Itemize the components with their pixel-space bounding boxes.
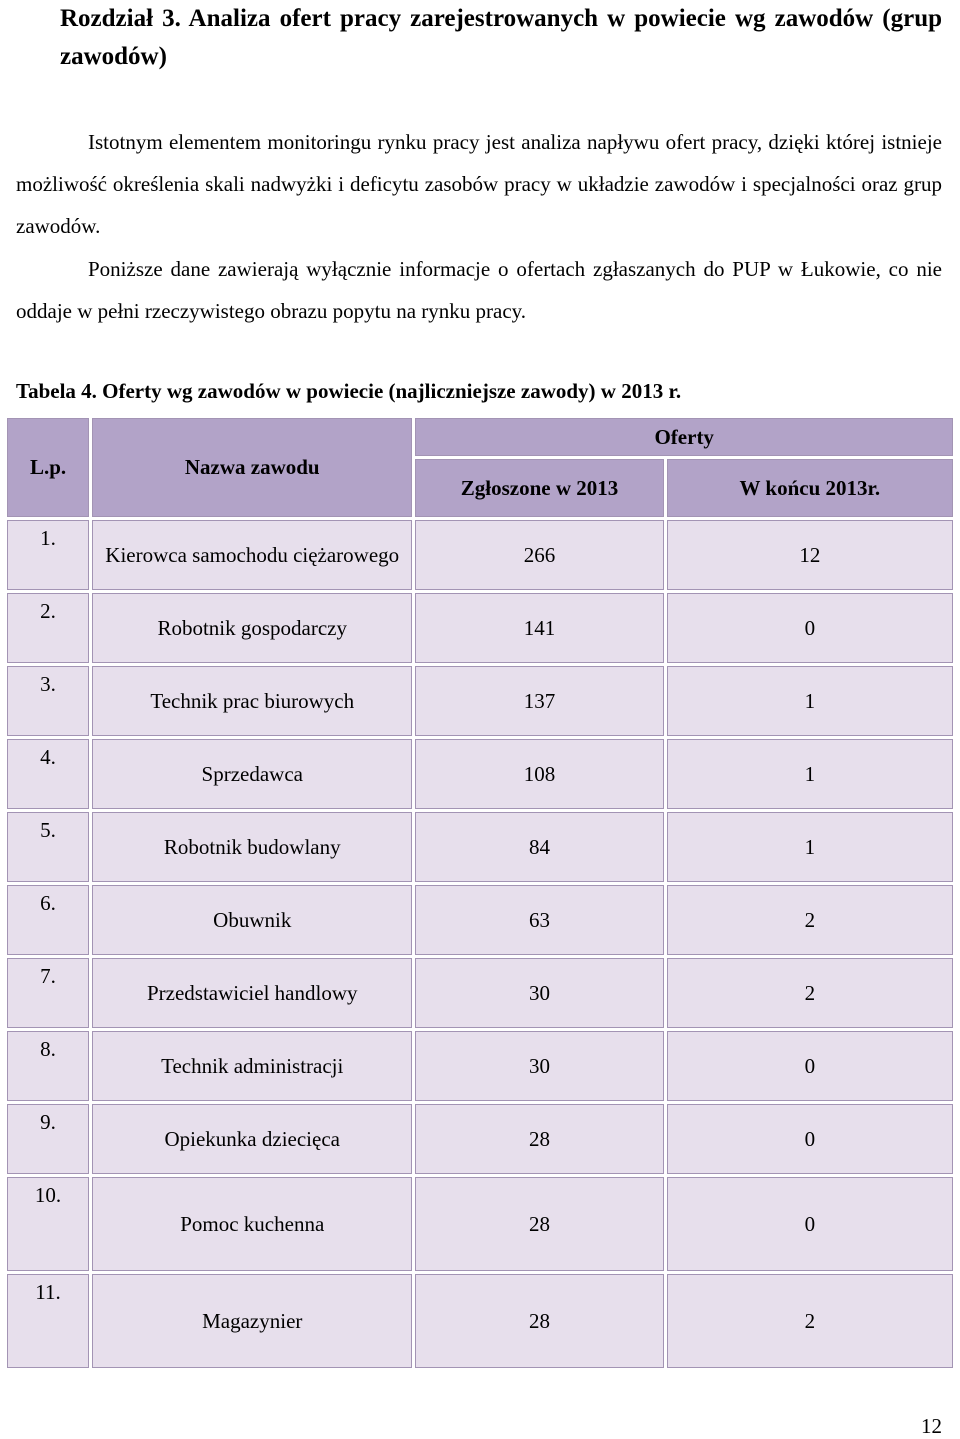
table-header-row bbox=[7, 418, 953, 456]
table-row bbox=[7, 885, 953, 955]
row-end-of-year: 1 bbox=[667, 812, 953, 882]
row-name: Robotnik budowlany bbox=[92, 812, 412, 882]
row-lp: 3. bbox=[7, 666, 89, 736]
table-row bbox=[7, 812, 953, 882]
header-lp: L.p. bbox=[7, 418, 89, 517]
row-lp: 2. bbox=[7, 593, 89, 663]
row-end-of-year: 2 bbox=[667, 1274, 953, 1368]
offers-table bbox=[4, 415, 956, 1371]
chapter-heading: Rozdział 3. Analiza ofert pracy zarejestrowanych w powiecie wg zawodów (grup zawodów) bbox=[60, 5, 942, 70]
row-end-of-year: 12 bbox=[667, 520, 953, 590]
row-name: Magazynier bbox=[92, 1274, 412, 1368]
row-submitted: 63 bbox=[415, 885, 663, 955]
table-row bbox=[7, 1274, 953, 1368]
row-submitted: 28 bbox=[415, 1274, 663, 1368]
header-submitted: Zgłoszone w 2013 bbox=[415, 459, 663, 517]
row-end-of-year: 2 bbox=[667, 958, 953, 1028]
table-row bbox=[7, 1177, 953, 1271]
row-lp: 10. bbox=[7, 1177, 89, 1271]
row-name: Technik administracji bbox=[92, 1031, 412, 1101]
table-caption: Tabela 4. Oferty wg zawodów w powiecie (najliczniejsze zawody) w 2013 r. bbox=[16, 379, 682, 403]
table-row bbox=[7, 593, 953, 663]
row-name: Opiekunka dziecięca bbox=[92, 1104, 412, 1174]
row-end-of-year: 1 bbox=[667, 666, 953, 736]
row-lp: 5. bbox=[7, 812, 89, 882]
row-submitted: 30 bbox=[415, 1031, 663, 1101]
row-lp: 6. bbox=[7, 885, 89, 955]
page-number: 12 bbox=[921, 1414, 942, 1438]
note-paragraph: Poniższe dane zawierają wyłącznie informacje o ofertach zgłaszanych do PUP w Łukowie, co nie oddaje w pełni rzeczywistego obrazu popytu na rynku pracy. bbox=[16, 257, 942, 323]
row-name: Sprzedawca bbox=[92, 739, 412, 809]
row-end-of-year: 0 bbox=[667, 1031, 953, 1101]
table-row bbox=[7, 1031, 953, 1101]
row-lp: 9. bbox=[7, 1104, 89, 1174]
row-submitted: 137 bbox=[415, 666, 663, 736]
header-end-of-year: W końcu 2013r. bbox=[667, 459, 953, 517]
row-submitted: 141 bbox=[415, 593, 663, 663]
table-row bbox=[7, 666, 953, 736]
row-end-of-year: 0 bbox=[667, 1104, 953, 1174]
table-row bbox=[7, 958, 953, 1028]
row-submitted: 30 bbox=[415, 958, 663, 1028]
table-row bbox=[7, 520, 953, 590]
offers-table-container bbox=[4, 415, 956, 1371]
row-submitted: 266 bbox=[415, 520, 663, 590]
table-row bbox=[7, 1104, 953, 1174]
row-submitted: 84 bbox=[415, 812, 663, 882]
row-submitted: 28 bbox=[415, 1177, 663, 1271]
row-lp: 1. bbox=[7, 520, 89, 590]
row-name: Pomoc kuchenna bbox=[92, 1177, 412, 1271]
row-name: Kierowca samochodu ciężarowego bbox=[92, 520, 412, 590]
row-lp: 11. bbox=[7, 1274, 89, 1368]
row-end-of-year: 0 bbox=[667, 593, 953, 663]
row-lp: 8. bbox=[7, 1031, 89, 1101]
row-name: Robotnik gospodarczy bbox=[92, 593, 412, 663]
intro-paragraph: Istotnym elementem monitoringu rynku pracy jest analiza napływu ofert pracy, dzięki której istnieje możliwość określenia skali nadwyżki i deficytu zasobów pracy w układzie zawodów i specjalności oraz grup zawodów. bbox=[16, 130, 942, 238]
header-name: Nazwa zawodu bbox=[92, 418, 412, 517]
row-name: Obuwnik bbox=[92, 885, 412, 955]
table-row bbox=[7, 739, 953, 809]
row-end-of-year: 2 bbox=[667, 885, 953, 955]
table-body bbox=[7, 520, 953, 1368]
row-submitted: 108 bbox=[415, 739, 663, 809]
header-offers-group: Oferty bbox=[415, 418, 953, 456]
row-name: Przedstawiciel handlowy bbox=[92, 958, 412, 1028]
row-lp: 7. bbox=[7, 958, 89, 1028]
row-submitted: 28 bbox=[415, 1104, 663, 1174]
row-name: Technik prac biurowych bbox=[92, 666, 412, 736]
row-end-of-year: 1 bbox=[667, 739, 953, 809]
row-end-of-year: 0 bbox=[667, 1177, 953, 1271]
row-lp: 4. bbox=[7, 739, 89, 809]
